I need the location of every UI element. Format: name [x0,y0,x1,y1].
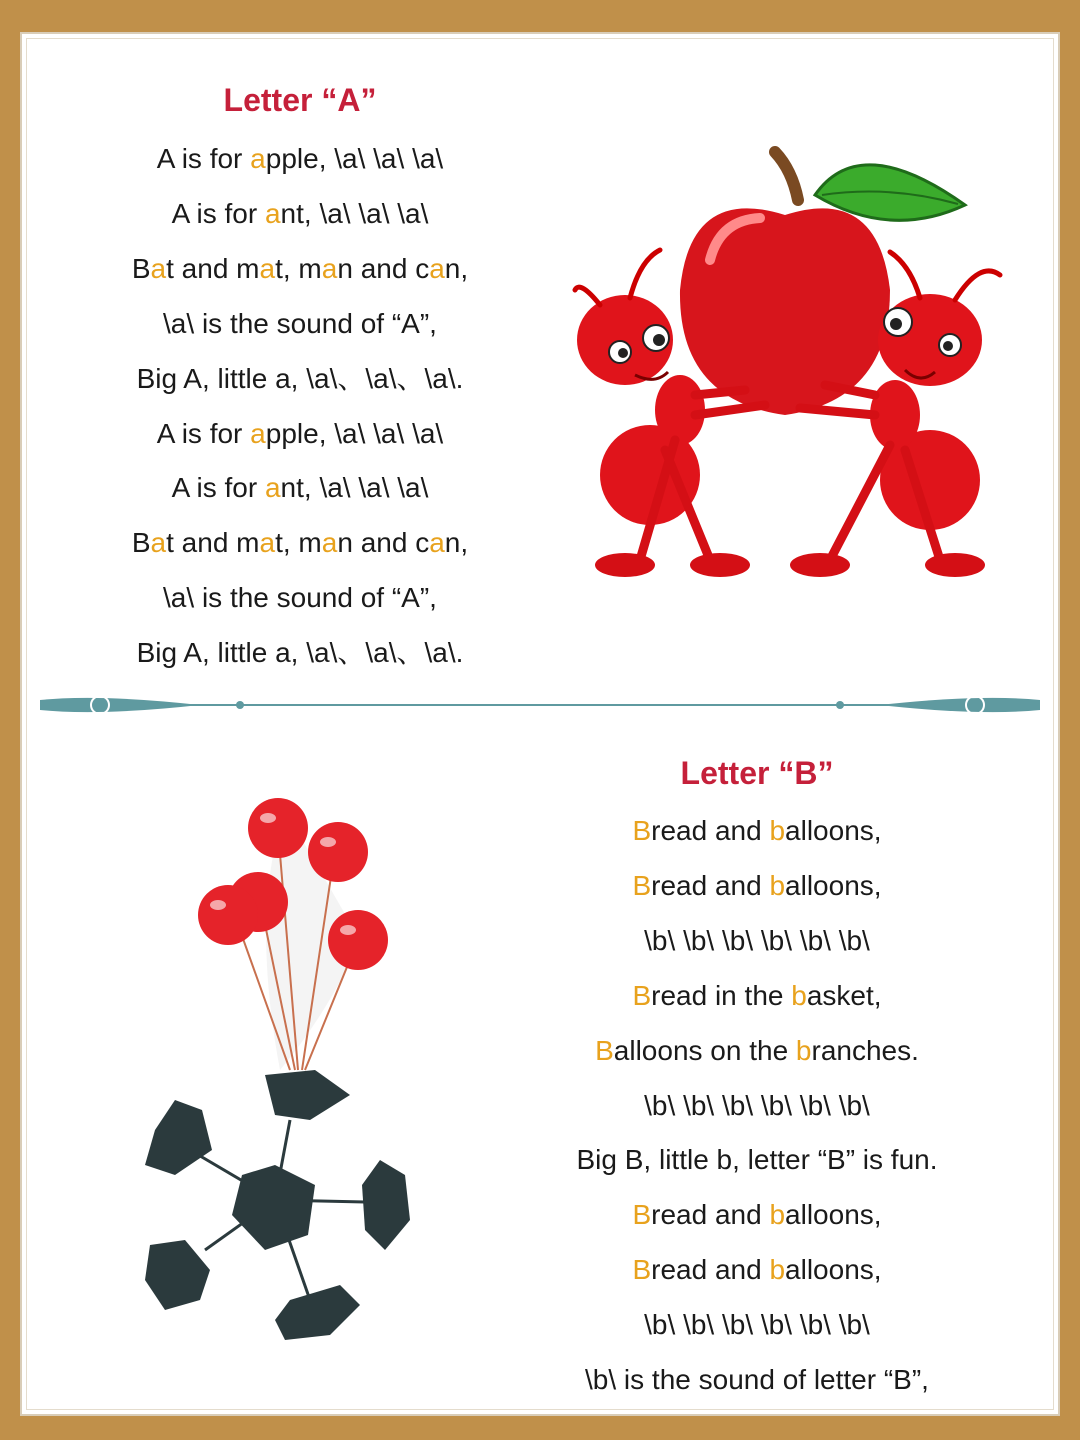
ants-apple-illustration [560,140,1010,600]
poem-text: alloons on the [613,1034,796,1066]
section_b-poem-line [507,924,1007,958]
poem-text: t and m [166,252,260,284]
section_a-poem-line [40,142,560,176]
poem-text: read and [651,1254,770,1286]
poem-text: \b\ \b\ \b\ \b\ \b\ \b\ [644,1089,870,1121]
poem-text: alloons, [785,1254,882,1286]
highlighted-letter: B [632,815,652,846]
poem-text: A is for [171,472,265,504]
poem-text: Big A, little a, \a\、\a\、\a\. [136,637,464,669]
poem-text: \b\ is the sound of letter “B”, [585,1364,929,1395]
poem-text: n, [444,252,469,284]
highlighted-letter: b [769,1254,786,1286]
poem-text: pple, \a\ \a\ \a\ [265,417,444,449]
poem-text: ranches. [811,1034,919,1066]
section_b-poem-line [507,1363,1007,1397]
poem-text: asket, [806,979,882,1011]
highlighted-letter: a [259,527,276,559]
poem-text: read and [651,815,770,846]
section_a-poem-line [40,307,560,341]
highlighted-letter: b [791,979,807,1011]
section_a-poem-line [40,197,560,231]
section_a-poem-line [40,362,560,396]
poem-text: t, m [275,527,322,559]
highlighted-letter: B [632,869,652,901]
poem-text: read and [651,1199,770,1231]
poem-text: alloons, [785,869,882,901]
poem-text: t and m [166,527,260,559]
section_a-poem-line [40,636,560,670]
highlighted-letter: a [259,252,276,284]
poem-text: B [131,252,151,284]
highlighted-letter: a [429,252,445,284]
highlighted-letter: a [429,527,445,559]
poem-text: \b\ \b\ \b\ \b\ \b\ \b\ [644,924,870,956]
poem-text: A is for [171,197,265,229]
poem-text: n and c [337,252,430,284]
section_a-poem-line [40,417,560,451]
section_b-poem-line [507,1198,1007,1232]
section_a-poem-line [40,471,560,505]
highlighted-letter: a [150,252,167,284]
poem-text: A is for [156,143,251,174]
section_b-poem-line [507,1253,1007,1287]
poem-text: alloons, [785,815,882,846]
poem-text: nt, \a\ \a\ \a\ [280,197,429,229]
section_b-poem-line [507,979,1007,1013]
balloons-soccer-ball-illustration [130,790,430,1350]
poem-text: Big B, little b, letter “B” is fun. [576,1144,938,1176]
poem-text: pple, \a\ \a\ \a\ [265,143,444,174]
highlighted-letter: a [150,527,167,559]
poem-text: \a\ is the sound of “A”, [163,307,437,339]
ornamental-divider [40,688,1040,722]
section_a-poem-line [40,526,560,560]
highlighted-letter: a [264,472,281,504]
poem-text: B [131,527,151,559]
highlighted-letter: B [632,1254,652,1286]
highlighted-letter: a [250,143,266,174]
highlighted-letter: b [769,815,786,846]
highlighted-letter: a [264,197,281,229]
poem-text: read in the [651,979,792,1011]
poem-text: Big A, little a, \a\、\a\、\a\. [136,362,464,394]
poem-text: \b\ \b\ \b\ \b\ \b\ \b\ [644,1309,870,1341]
highlighted-letter: a [250,417,266,449]
highlighted-letter: B [595,1034,614,1066]
highlighted-letter: a [321,527,338,559]
section-a-title: Letter “A” [223,82,377,118]
highlighted-letter: a [321,252,338,284]
section_b-poem-line [507,1089,1007,1123]
highlighted-letter: b [769,869,786,901]
section-b-title: Letter “B” [680,755,834,791]
poem-text: t, m [275,252,322,284]
section_b-poem-line [507,1143,1007,1177]
section_b-poem-line [507,1308,1007,1342]
poem-text: \a\ is the sound of “A”, [163,582,437,614]
highlighted-letter: b [769,1199,786,1231]
poem-text: n and c [337,527,430,559]
section_b-poem-line [507,869,1007,903]
highlighted-letter: b [795,1034,812,1066]
poem-text: A is for [156,417,251,449]
highlighted-letter: B [632,979,652,1011]
poem-text: alloons, [785,1199,882,1231]
section_b-poem-line [507,1034,1007,1068]
poem-text: read and [651,869,770,901]
section_b-poem-line [507,814,1007,848]
section_a-poem-line [40,581,560,615]
poem-text: nt, \a\ \a\ \a\ [280,472,429,504]
section_a-poem-line [40,252,560,286]
poem-text: n, [444,527,469,559]
highlighted-letter: B [632,1199,652,1231]
